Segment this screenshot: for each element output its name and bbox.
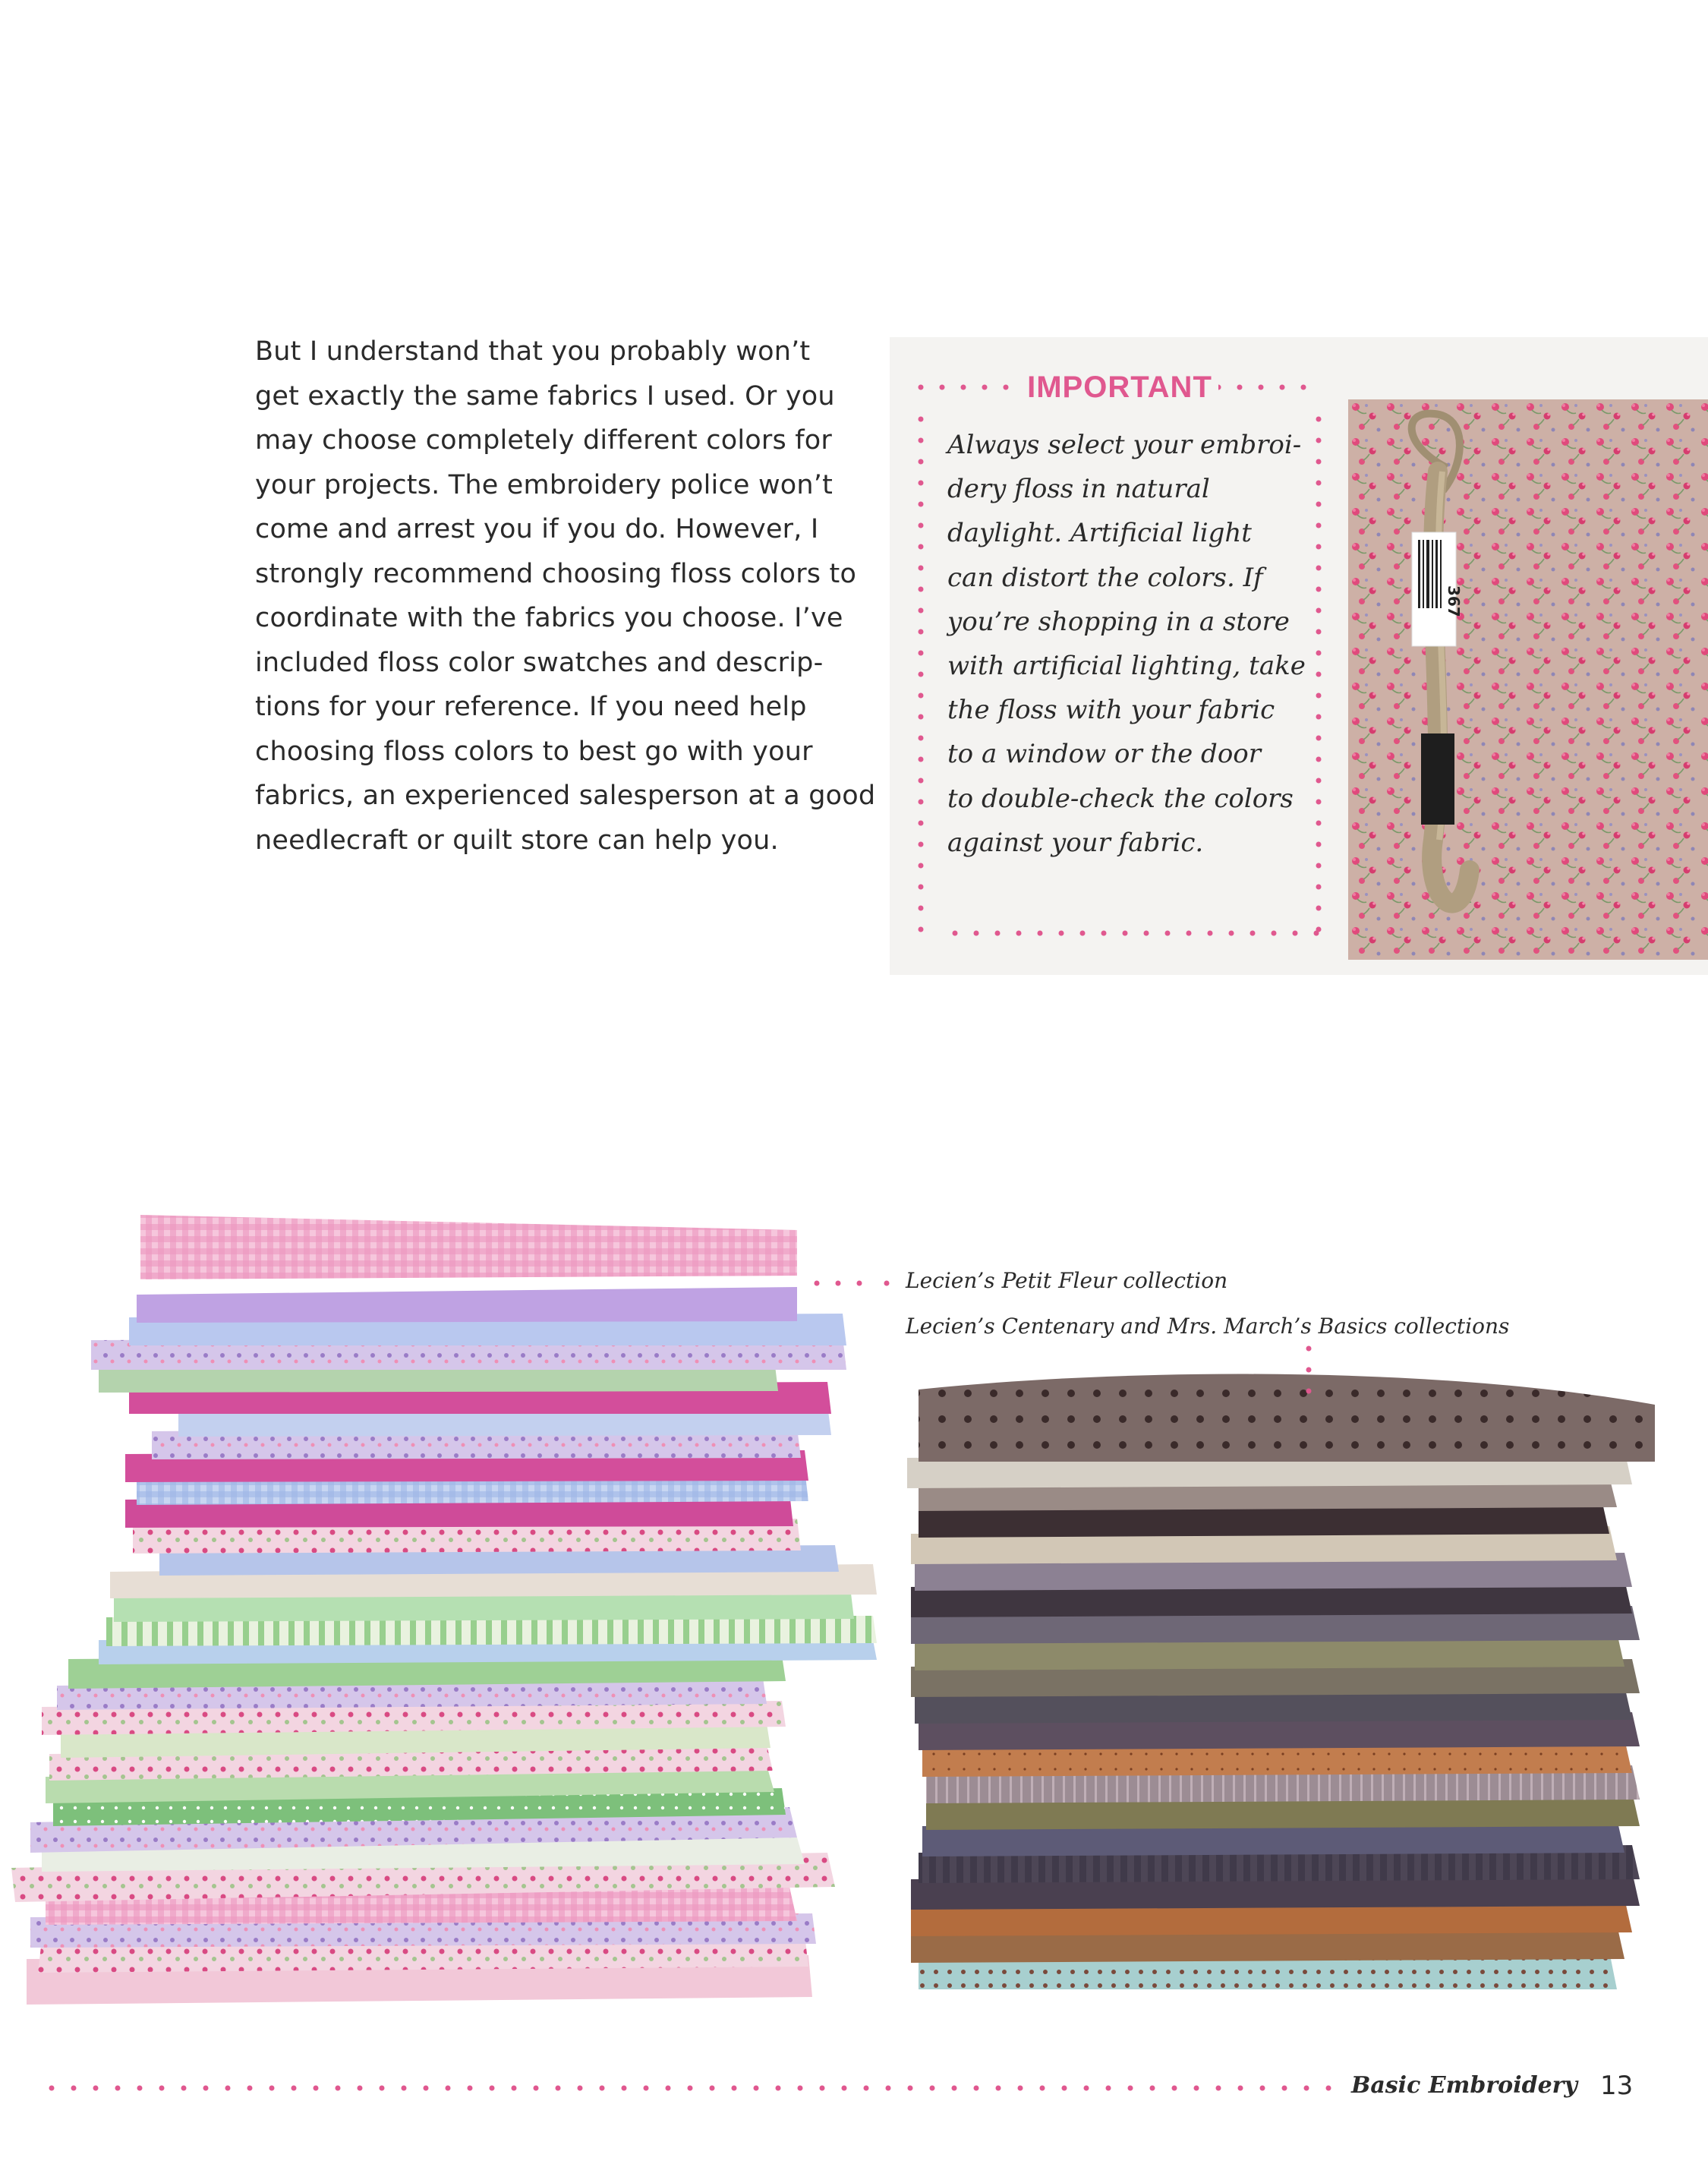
footer-dot	[578, 2086, 583, 2091]
footer-dot	[534, 2086, 539, 2091]
tip-line: with artificial lighting, take	[947, 651, 1306, 682]
footer-dot	[380, 2086, 385, 2091]
footer-dot	[622, 2086, 627, 2091]
footer-dot	[600, 2086, 605, 2091]
footer-dot	[314, 2086, 319, 2091]
frame-dot	[974, 931, 979, 936]
frame-dot	[1316, 438, 1322, 443]
footer-dot	[225, 2086, 231, 2091]
frame-dot	[1316, 544, 1322, 550]
footer-dot	[1150, 2086, 1155, 2091]
frame-dot	[919, 438, 924, 443]
frame-dot	[1165, 931, 1171, 936]
frame-dot	[919, 714, 924, 720]
footer-dot	[1282, 2086, 1287, 2091]
footer-dot	[490, 2086, 495, 2091]
footer-dot	[776, 2086, 781, 2091]
tip-line: to a window or the door	[947, 739, 1262, 770]
frame-dot	[1316, 736, 1322, 741]
frame-dot	[1101, 931, 1107, 936]
footer-dot	[1018, 2086, 1023, 2091]
footer-dot	[798, 2086, 803, 2091]
floral-fabric-swatch	[1348, 399, 1708, 960]
body-line: included floss color swatches and descrip-	[255, 647, 824, 678]
frame-dot	[919, 502, 924, 507]
footer-dot	[886, 2086, 891, 2091]
body-line: strongly recommend choosing floss colors to	[255, 558, 857, 589]
footer-dot	[115, 2086, 121, 2091]
frame-dot	[919, 800, 924, 805]
frame-dot	[919, 885, 924, 890]
footer-dot	[446, 2086, 451, 2091]
frame-dot	[1316, 566, 1322, 571]
frame-dot	[1316, 821, 1322, 826]
footer-dot	[291, 2086, 297, 2091]
footer-dot	[512, 2086, 517, 2091]
frame-dot	[919, 672, 924, 677]
frame-dot	[1038, 931, 1043, 936]
footer-dot	[644, 2086, 649, 2091]
footer-dot	[468, 2086, 473, 2091]
frame-dot	[1316, 800, 1322, 805]
frame-dot	[919, 481, 924, 486]
frame-dot	[919, 821, 924, 826]
footer-dot	[71, 2086, 77, 2091]
footer-dot	[754, 2086, 759, 2091]
frame-dot	[919, 544, 924, 550]
frame-dot	[995, 931, 1001, 936]
frame-dot	[919, 651, 924, 656]
footer-dot	[1326, 2086, 1331, 2091]
footer-dot	[820, 2086, 825, 2091]
footer-dot	[137, 2086, 143, 2091]
frame-dot	[1316, 757, 1322, 762]
frame-dot	[1250, 931, 1256, 936]
frame-dot	[1229, 931, 1234, 936]
frame-dot	[1316, 459, 1322, 465]
body-line: fabrics, an experienced salesperson at a good	[255, 781, 876, 811]
frame-dot	[1208, 931, 1213, 936]
frame-dot	[1186, 931, 1192, 936]
tip-line: dery floss in natural	[947, 474, 1210, 505]
frame-dot	[1316, 502, 1322, 507]
footer-dot	[930, 2086, 935, 2091]
tip-line: can distort the colors. If	[947, 562, 1263, 593]
body-line: your projects. The embroidery police won’t	[255, 469, 834, 500]
frame-dot	[1316, 714, 1322, 720]
footer-dot	[1106, 2086, 1111, 2091]
tip-line: the floss with your fabric	[947, 695, 1275, 726]
body-line: coordinate with the fabrics you choose. I’ve	[255, 603, 843, 633]
frame-dot	[919, 417, 924, 422]
frame-dot	[1316, 481, 1322, 486]
caption-leader-right	[1303, 1342, 1315, 1403]
floss-band	[1421, 733, 1454, 825]
footer-dot	[864, 2086, 869, 2091]
footer-dot	[974, 2086, 979, 2091]
tip-text	[947, 423, 1304, 865]
frame-dot	[919, 566, 924, 571]
frame-dot	[919, 927, 924, 932]
frame-dot	[1316, 778, 1322, 784]
frame-dot	[1316, 693, 1322, 699]
footer-dot	[93, 2086, 99, 2091]
footer-dot	[1062, 2086, 1067, 2091]
frame-dot	[919, 906, 924, 911]
frame-dot	[1123, 931, 1128, 936]
footer-dot	[842, 2086, 847, 2091]
footer-dot	[181, 2086, 187, 2091]
frame-dot	[1316, 906, 1322, 911]
caption-centenary: Lecien’s Centenary and Mrs. March’s Basics collections	[906, 1314, 1510, 1339]
footer-book-title: Basic Embroidery	[1351, 2072, 1577, 2099]
frame-dot	[1293, 931, 1298, 936]
body-line: get exactly the same fabrics I used. Or you	[255, 380, 835, 412]
caption-petit-fleur: Lecien’s Petit Fleur collection	[906, 1268, 1228, 1293]
page-number: 13	[1600, 2071, 1634, 2101]
frame-dot	[1316, 523, 1322, 528]
footer-dot	[424, 2086, 429, 2091]
footer-dot	[336, 2086, 341, 2091]
floss-number-label: 367	[1445, 585, 1463, 617]
footer-dot	[952, 2086, 957, 2091]
footer-dot	[1194, 2086, 1199, 2091]
frame-dot	[919, 608, 924, 614]
footer-dot	[402, 2086, 407, 2091]
frame-dot	[919, 778, 924, 784]
footer-dot	[1084, 2086, 1089, 2091]
muted-fabric-stack	[907, 1374, 1655, 1989]
body-paragraph	[255, 330, 876, 863]
tip-title	[915, 371, 1325, 404]
footer-dot	[556, 2086, 561, 2091]
frame-dot	[1316, 608, 1322, 614]
frame-dot	[1316, 651, 1322, 656]
frame-dot	[1080, 931, 1086, 936]
footer-dot	[1216, 2086, 1221, 2091]
frame-dot	[919, 693, 924, 699]
frame-dot	[1316, 417, 1322, 422]
footer-dot	[247, 2086, 253, 2091]
frame-dot	[953, 931, 958, 936]
footer-dot	[996, 2086, 1001, 2091]
tip-line: Always select your embroi-	[947, 430, 1302, 460]
frame-dot	[1059, 931, 1064, 936]
footer-dot	[710, 2086, 715, 2091]
body-line: But I understand that you probably won’t	[255, 336, 811, 367]
footer-dot	[688, 2086, 693, 2091]
frame-dot	[919, 863, 924, 869]
footer-dot	[269, 2086, 275, 2091]
frame-dot	[1316, 587, 1322, 592]
footer-dot	[1260, 2086, 1265, 2091]
frame-dot	[1272, 931, 1277, 936]
frame-dot	[1144, 931, 1149, 936]
body-line: may choose completely different colors for	[255, 425, 832, 456]
frame-dot	[919, 629, 924, 635]
frame-dot	[1316, 672, 1322, 677]
frame-dot	[1016, 931, 1022, 936]
frame-dot	[919, 459, 924, 465]
tip-line: daylight. Artificial light	[947, 518, 1252, 549]
footer-dot	[1128, 2086, 1133, 2091]
frame-dot	[919, 523, 924, 528]
tip-line: against your fabric.	[947, 827, 1204, 858]
frame-dot	[919, 587, 924, 592]
footer-dot	[1040, 2086, 1045, 2091]
footer-dot	[1238, 2086, 1243, 2091]
frame-dot	[919, 736, 924, 741]
frame-dot	[1316, 863, 1322, 869]
footer-dot	[159, 2086, 165, 2091]
footer-dot	[908, 2086, 913, 2091]
footer-dot	[1304, 2086, 1309, 2091]
body-line: come and arrest you if you do. However, I	[255, 514, 819, 544]
footer-dot	[1172, 2086, 1177, 2091]
footer-dot	[49, 2086, 55, 2091]
frame-dot	[1316, 629, 1322, 635]
footer-dot	[732, 2086, 737, 2091]
caption-leader-left	[811, 1277, 894, 1289]
body-line: tions for your reference. If you need help	[255, 692, 807, 722]
tip-line: you’re shopping in a store	[947, 606, 1290, 637]
footer-dot	[358, 2086, 363, 2091]
floss-on-fabric-photo	[1348, 399, 1708, 960]
pastel-fabric-stack	[11, 1215, 877, 2043]
frame-dot	[1316, 927, 1322, 932]
footer-dot	[203, 2086, 209, 2091]
frame-dot	[1316, 885, 1322, 890]
frame-dot	[1316, 842, 1322, 847]
frame-dot	[919, 842, 924, 847]
tip-line: to double-check the colors	[947, 783, 1294, 814]
tip-title-text: IMPORTANT	[1021, 371, 1218, 404]
important-tip-box	[915, 371, 1325, 939]
footer-dotted-rule	[46, 2080, 1351, 2096]
frame-dot	[919, 757, 924, 762]
body-line: choosing floss colors to best go with your	[255, 736, 813, 767]
body-line: needlecraft or quilt store can help you.	[255, 825, 779, 856]
footer-dot	[666, 2086, 671, 2091]
